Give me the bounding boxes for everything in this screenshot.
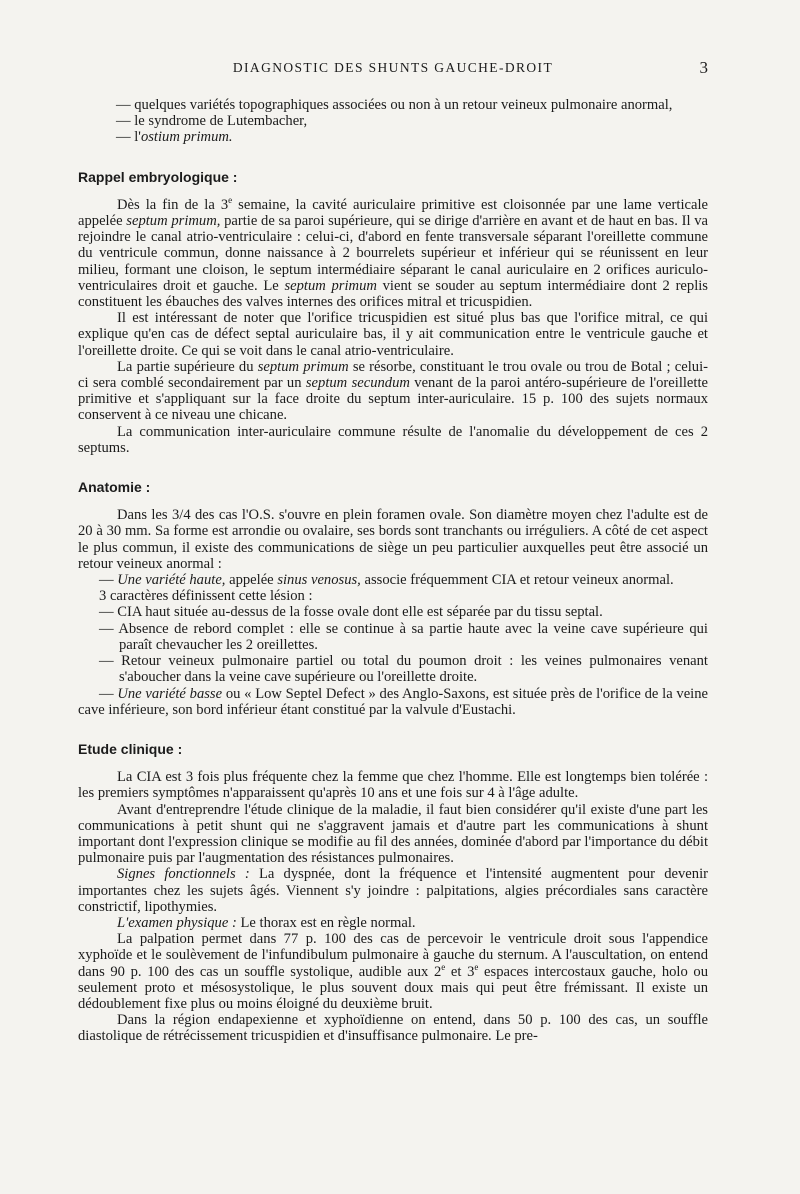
paragraph: — Une variété basse ou « Low Septel Defect » des Anglo-Saxons, est située près de l'orifice de la veine cave inférieure, son bord inférieur étant constitué par la valvule d'Eustachi. bbox=[78, 685, 709, 718]
paragraph: Avant d'entreprendre l'étude clinique de la maladie, il faut bien considérer qu'il existe d'une part les communications à petit shunt qui ne s'aggravent jamais et d'autre part les communications à shunt important dont l'expression clinique se modifie au fil des années, dominée d'abord par l'importance du débit pulmonaire puis par l'augmentation des résistances pulmonaires. bbox=[78, 801, 708, 867]
paragraph: Signes fonctionnels : La dyspnée, dont la fréquence et l'intensité augmentent pour devenir importantes chez les sujets âgés. Viennent s'y joindre : palpitations, algies précordiales sans caractère constrictif, lipothymies. bbox=[78, 866, 708, 915]
paragraph: La palpation permet dans 77 p. 100 des cas de percevoir le ventricule droit sous l'appendice xyphoïde et le soulèvement de l'infundibulum pulmonaire à gauche du sternum. A l'auscultation, on entend dans 90 p. 100 des cas un souffle systolique, audible aux 2e et 3e espaces intercostaux gauche, holo ou seulement proto et mésosystolique, le plus souvent doux mais qui peut être frémissant. Il existe un dédoublement fixe plus ou moins éloigné du deuxième bruit. bbox=[78, 931, 708, 1012]
page-number: 3 bbox=[699, 58, 708, 77]
paragraph: Dans les 3/4 des cas l'O.S. s'ouvre en plein foramen ovale. Son diamètre moyen chez l'adulte est de 20 à 30 mm. Sa forme est arrondie ou ovalaire, ses bords sont tranchants ou irréguliers. A côté de cet aspect le plus commun, il existe des communications de siège un peu particulier auxquelles peut être associé un retour veineux anormal : bbox=[78, 507, 708, 572]
paragraph: Il est intéressant de noter que l'orifice tricuspidien est situé plus bas que l'orifice mitral, ce qui explique qu'en cas de défect septal auriculaire bas, il y ait communication entre le ventricule gauche et l'oreillette droite. Ce qui se voit dans le canal atrio-ventriculaire. bbox=[78, 310, 708, 359]
paragraph: Dans la région endapexienne et xyphoïdienne on entend, dans 50 p. 100 des cas, un souffle diastolique de rétrécissement tricuspidien et d'insuffisance pulmonaire. Le pre- bbox=[78, 1012, 708, 1045]
page-body bbox=[78, 97, 708, 1045]
list-item: — CIA haut située au-dessus de la fosse ovale dont elle est séparée par du tissu septal. bbox=[99, 604, 603, 621]
intro-list-item: — l'ostium primum. bbox=[116, 129, 233, 146]
section-heading-anatomie: Anatomie : bbox=[78, 479, 151, 496]
paragraph: L'examen physique : Le thorax est en règle normal. bbox=[117, 914, 416, 931]
page-header bbox=[78, 58, 708, 82]
paragraph: La partie supérieure du septum primum se résorbe, constituant le trou ovale ou trou de Botal ; celui-ci sera comblé secondairement par un septum secundum venant de la paroi antéro-supérieure de l'oreillette primitive et s'appliquant sur la face droite du septum inter-auriculaire. 15 p. 100 des sujets normaux conservent à ce niveau une chicane. bbox=[78, 358, 708, 424]
section-heading-embryologie: Rappel embryologique : bbox=[78, 168, 238, 185]
running-title: DIAGNOSTIC DES SHUNTS GAUCHE-DROIT bbox=[232, 60, 554, 75]
list-item: — Absence de rebord complet : elle se continue à sa partie haute avec la veine cave supérieure qui paraît chevaucher les 2 oreillettes. bbox=[99, 620, 708, 653]
paragraph: La CIA est 3 fois plus fréquente chez la femme que chez l'homme. Elle est longtemps bien tolérée : les premiers symptômes n'apparaissent qu'après 10 ans et une fois sur 4 à l'âge adulte. bbox=[78, 769, 708, 802]
paragraph: Dès la fin de la 3e semaine, la cavité auriculaire primitive est cloisonnée par une lame verticale appelée septum primum, partie de sa paroi supérieure, qui se dirige d'arrière en avant et de haut en bas. Il va rejoindre le canal atrio-ventriculaire : celui-ci, d'abord en fente transversale séparant l'oreillette commune du ventricule commun, donne naissance à 2 bourrelets supérieur et inférieur qui se réunissent en leur milieu, formant une cloison, le septum intermédiaire séparant le canal auriculaire en 2 orifices auriculo-ventriculaires droit et gauche. Le septum primum vient se souder au septum intermédiaire dont 2 replis constituent les ébauches des valves internes des orifices mitral et tricuspidien. bbox=[78, 194, 708, 311]
section-heading-etude-clinique: Etude clinique : bbox=[78, 740, 183, 757]
paragraph: La communication inter-auriculaire commune résulte de l'anomalie du développement de ces 2 septums. bbox=[78, 423, 708, 456]
list-item: 3 caractères définissent cette lésion : bbox=[99, 588, 313, 605]
list-item: — Une variété haute, appelée sinus venosus, associe fréquemment CIA et retour veineux anormal. bbox=[99, 572, 674, 589]
intro-list-item: — quelques variétés topographiques associées ou non à un retour veineux pulmonaire anormal, bbox=[116, 97, 673, 113]
list-item: — Retour veineux pulmonaire partiel ou total du poumon droit : les veines pulmonaires venant s'aboucher dans la veine cave supérieure ou l'oreillette droite. bbox=[99, 653, 708, 686]
intro-list-item: — le syndrome de Lutembacher, bbox=[116, 113, 308, 130]
